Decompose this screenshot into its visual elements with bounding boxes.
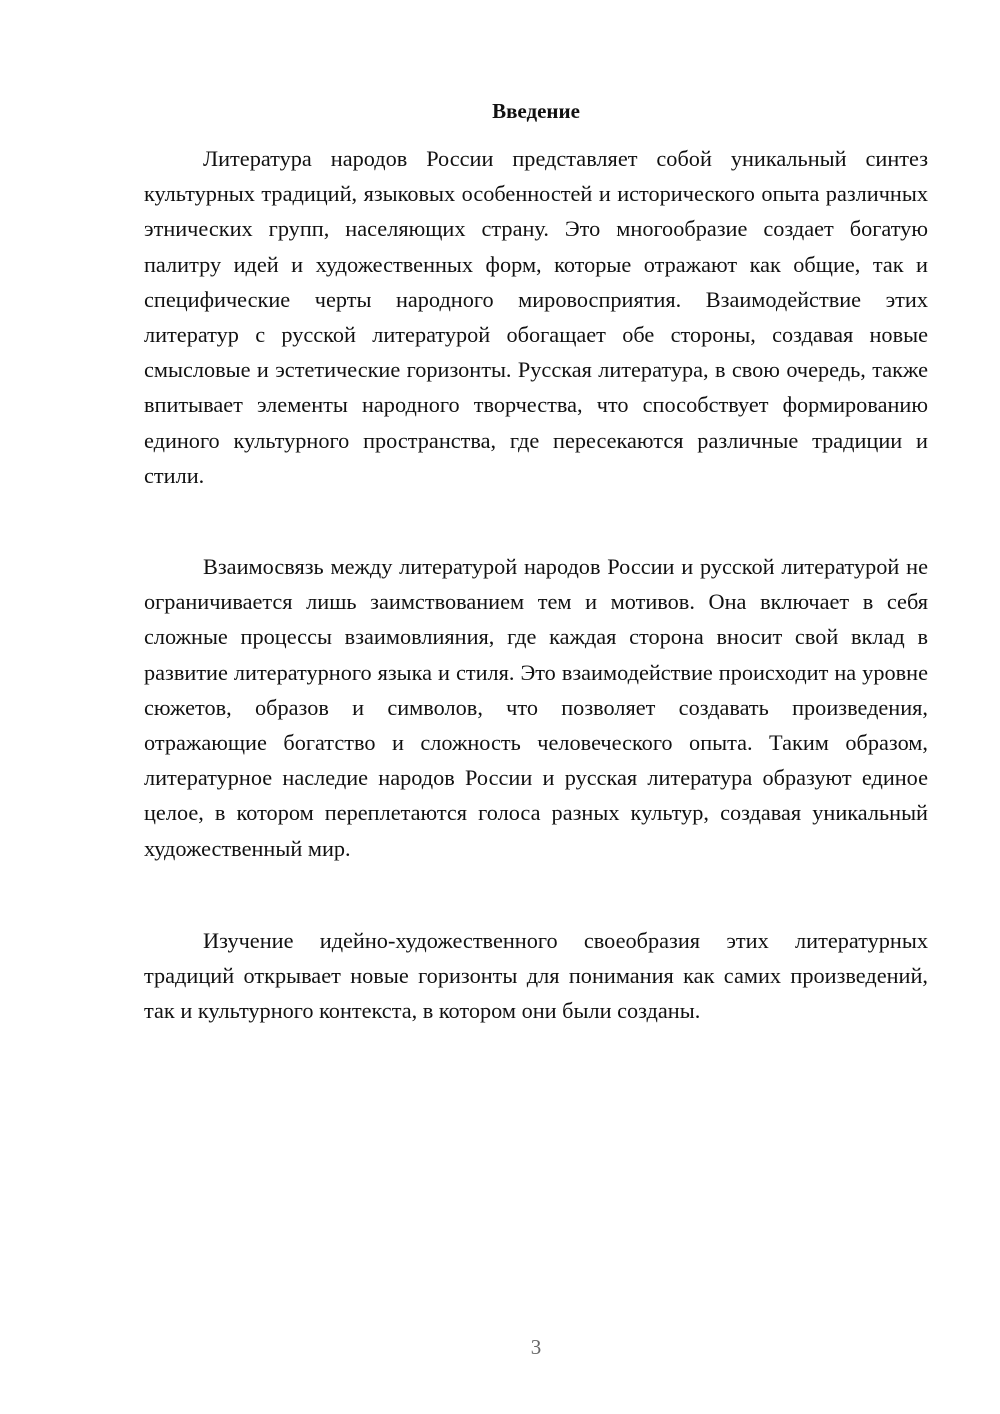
section-heading: Введение	[492, 99, 580, 123]
paragraph-3: Изучение идейно-художественного своеобразия этих литературных традиций открывает новые горизонты для понимания как самих произведений, так и культурного контекста, в котором они были созданы.	[144, 928, 928, 1024]
paragraph-2: Взаимосвязь между литературой народов России и русской литературой не ограничивается лишь заимствованием тем и мотивов. Она включает в себя сложные процессы взаимовлияния, где каждая сторона вносит свой вклад в развитие литературного языка и стиля. Это взаимодействие происходит на уровне сюжетов, образов и символов, что позволяет создавать произведения, отражающие богатство и сложность человеческого опыта. Таким образом, литературное наследие народов России и русская литература образуют единое целое, в котором переплетаются голоса разных культур, создавая уникальный художественный мир.	[144, 554, 928, 861]
page-number: 3	[530, 1335, 542, 1359]
paragraph-1: Литература народов России представляет собой уникальный синтез культурных традиций, языковых особенностей и исторического опыта различных этнических групп, населяющих страну. Это многообразие создает богатую палитру идей и художественных форм, которые отражают как общие, так и специфические черты народного мировосприятия. Взаимодействие этих литератур с русской литературой обогащает обе стороны, создавая новые смысловые и эстетические горизонты. Русская литература, в свою очередь, также впитывает элементы народного творчества, что способствует формированию единого культурного пространства, где пересекаются различные традиции и стили.	[144, 146, 928, 488]
